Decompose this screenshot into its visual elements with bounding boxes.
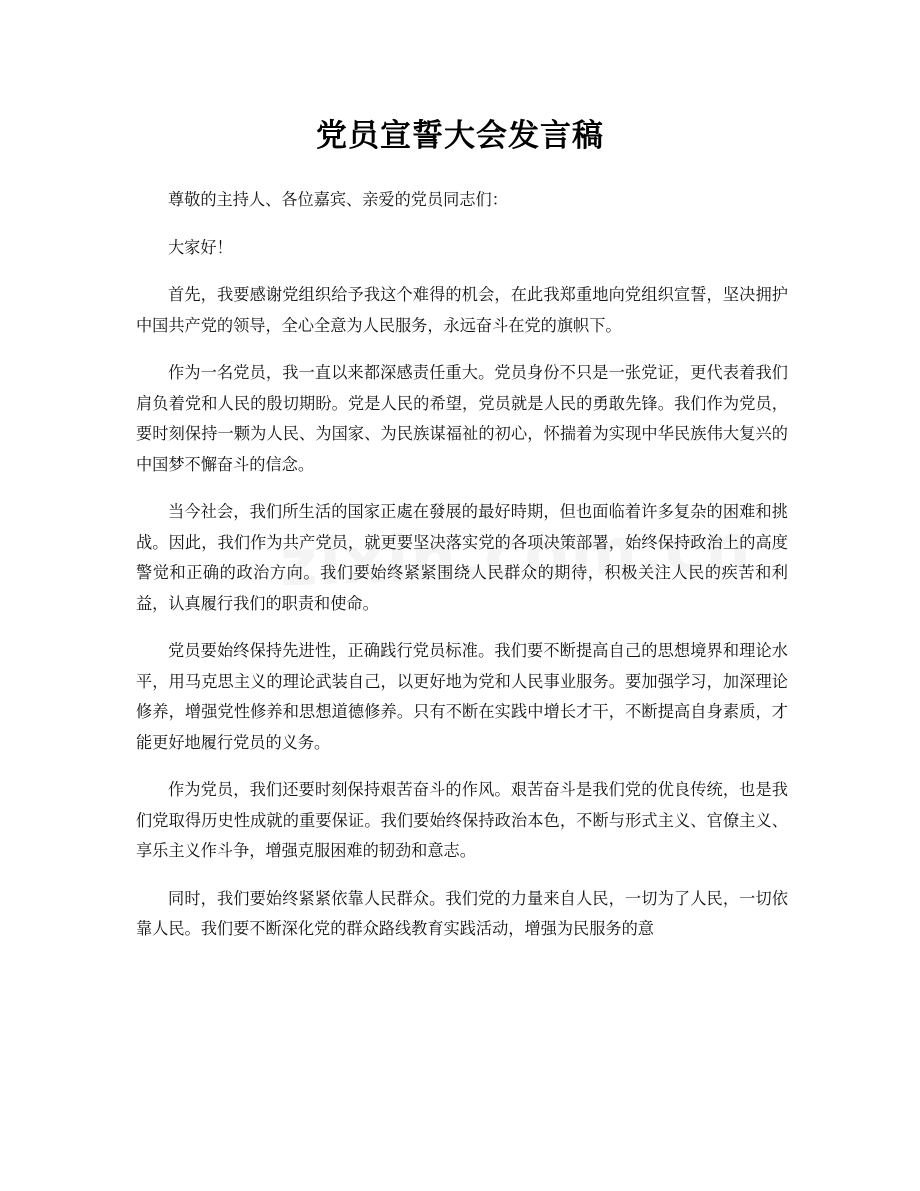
paragraph: 同时，我们要始终紧紧依靠人民群众。我们党的力量来自人民，一切为了人民，一切依靠人民。我们要不断深化党的群众路线教育实践活动，增强为民服务的意 <box>136 888 788 938</box>
paragraph: 作为一名党员，我一直以来都深感责任重大。党员身份不只是一张党证，更代表着我们肩负着党和人民的殷切期盼。党是人民的希望，党员就是人民的勇敢先锋。我们作为党员，要时刻保持一颗为人民、为国家、为民族谋福祉的初心，怀揣着为实现中华民族伟大复兴的中国梦不懈奋斗的信念。 <box>136 363 788 474</box>
paragraph-salutation: 尊敬的主持人、各位嘉宾、亲爱的党员同志们： <box>168 190 508 209</box>
paragraph: 党员要始终保持先进性，正确践行党员标准。我们要不断提高自己的思想境界和理论水平，用马克思主义的理论武装自己，以更好地为党和人民事业服务。要加强学习，加深理论修养，增强党性修养和思想道德修养。只有不断在实践中增长才干，不断提高自身素质，才能更好地履行党员的义务。 <box>136 641 788 752</box>
document-title: 党员宣誓大会发言稿 <box>316 118 604 154</box>
paragraph: 首先，我要感谢党组织给予我这个难得的机会，在此我郑重地向党组织宣誓，坚决拥护中国共产党的领导，全心全意为人民服务，永远奋斗在党的旗帜下。 <box>136 285 788 335</box>
document-body <box>136 185 788 962</box>
paragraph: 作为党员，我们还要时刻保持艰苦奋斗的作风。艰苦奋斗是我们党的优良传统，也是我们党取得历史性成就的重要保证。我们要始终保持政治本色，不断与形式主义、官僚主义、享乐主义作斗争，增强克服困难的韧劲和意志。 <box>136 780 788 860</box>
paragraph-greeting: 大家好！ <box>168 237 233 257</box>
paragraph: 当今社会，我们所生活的国家正處在發展的最好時期，但也面临着许多复杂的困难和挑战。因此，我们作为共产党员，就更要坚决落实党的各项决策部署，始终保持政治上的高度警觉和正确的政治方向。我们要始终紧紧围绕人民群众的期待，积极关注人民的疾苦和利益，认真履行我们的职责和使命。 <box>136 502 788 613</box>
